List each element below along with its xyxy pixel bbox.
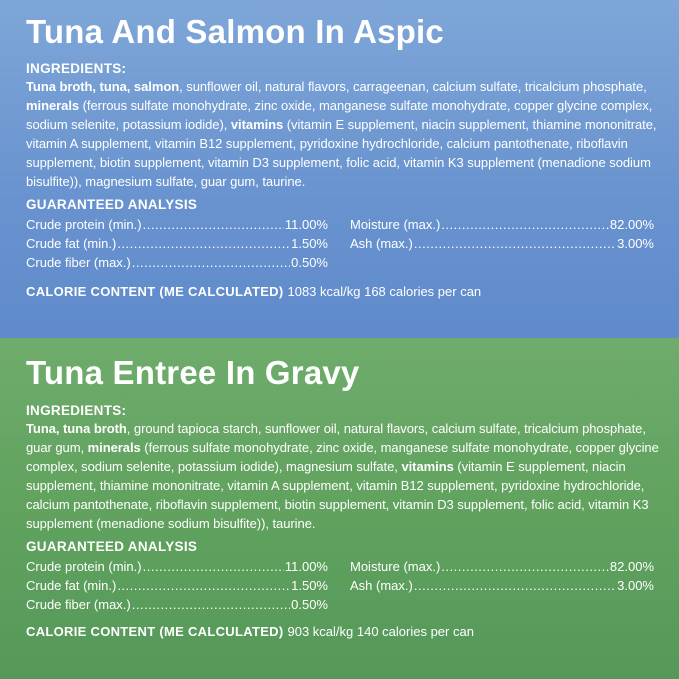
analysis-column-right [350,215,654,272]
analysis-row [26,595,328,614]
ingredient-segment: (ferrous sulfate monohydrate, zinc oxide, manganese sulfate monohydrate, copper glycine complex, sodium selenite, potassium iodide), magnesium sulfate, [26,440,659,474]
product-title: Tuna And Salmon In Aspic [26,13,444,50]
guaranteed-analysis-heading: GUARANTEED ANALYSIS [26,539,198,554]
dot-leader [143,557,284,576]
ingredient-segment: (vitamin E supplement, niacin supplement, thiamine mononitrate, vitamin A supplement, vitamin B12 supplement, pyridoxine hydrochloride, calcium pantothenate, riboflavin supplement, biotin supplement, vitamin D3 supplement, folic acid, vitamin K3 supplement (menadione sodium bisulfite)), magnesium sulfate, guar gum, taurine. [26,117,657,189]
analysis-row [350,576,654,595]
dot-leader [132,595,290,614]
dot-leader [117,576,290,595]
analysis-label: Ash (max.) [350,578,413,593]
analysis-row [26,557,328,576]
analysis-label: Crude protein (min.) [26,217,142,232]
analysis-value: 3.00% [617,578,654,593]
analysis-label: Crude fiber (max.) [26,255,131,270]
ingredient-segment: Tuna, tuna broth [26,421,127,436]
dot-leader [143,215,284,234]
dot-leader [414,576,616,595]
analysis-row [26,253,328,272]
analysis-row [26,215,328,234]
calorie-content [26,622,659,641]
analysis-value: 0.50% [291,255,328,270]
product-panel-tuna-gravy [0,338,679,679]
analysis-label: Ash (max.) [350,236,413,251]
ingredient-segment: vitamins [230,117,284,132]
analysis-value: 3.00% [617,236,654,251]
ingredients-heading: INGREDIENTS: [26,403,127,418]
ingredient-segment: vitamins [401,459,454,474]
analysis-value: 11.00% [284,217,328,232]
analysis-row [26,576,328,595]
ingredients-heading: INGREDIENTS: [26,61,127,76]
analysis-value: 11.00% [284,559,328,574]
ingredient-segment: (vitamin E supplement, niacin supplement, thiamine mononitrate, vitamin A supplement, vitamin B12 supplement, pyridoxine hydrochloride, calcium pantothenate, riboflavin supplement, biotin supplement, vitamin D3 supplement, folic acid, vitamin K3 supplement (menadione sodium bisulfite)), taurine. [26,459,649,531]
analysis-value: 82.00% [609,559,654,574]
ingredient-segment: Tuna broth, tuna, salmon [26,79,180,94]
guaranteed-analysis-table [26,215,659,272]
analysis-label: Crude fat (min.) [26,578,117,593]
calorie-label: CALORIE CONTENT (ME CALCULATED) [26,624,284,639]
ingredients-text [26,419,659,533]
calorie-value: 903 kcal/kg 140 calories per can [287,624,474,639]
ingredient-segment: , ground tapioca starch, sunflower oil, natural flavors, calcium sulfate, tricalcium phosphate, guar gum, [26,421,646,455]
ingredient-segment: minerals [87,440,141,455]
product-panel-tuna-salmon [0,0,679,338]
analysis-value: 82.00% [609,217,654,232]
dot-leader [441,557,609,576]
analysis-label: Moisture (max.) [350,217,441,232]
dot-leader [132,253,290,272]
guaranteed-analysis-table [26,557,659,614]
analysis-value: 1.50% [291,578,328,593]
analysis-label: Crude fat (min.) [26,236,117,251]
analysis-label: Crude protein (min.) [26,559,142,574]
analysis-row [350,557,654,576]
guaranteed-analysis-heading: GUARANTEED ANALYSIS [26,197,198,212]
calorie-content [26,282,659,301]
analysis-column-right [350,557,654,614]
analysis-label: Crude fiber (max.) [26,597,131,612]
calorie-label: CALORIE CONTENT (ME CALCULATED) [26,284,284,299]
analysis-row [26,234,328,253]
analysis-value: 0.50% [291,597,328,612]
ingredient-segment: (ferrous sulfate monohydrate, zinc oxide, manganese sulfate monohydrate, copper glycine complex, sodium selenite, potassium iodide), [26,98,653,132]
ingredients-text [26,77,659,191]
analysis-column-left [26,557,328,614]
ingredient-segment: , sunflower oil, natural flavors, carrageenan, calcium sulfate, tricalcium phosphate, [179,79,647,94]
analysis-value: 1.50% [291,236,328,251]
ingredient-segment: minerals [26,98,80,113]
dot-leader [117,234,290,253]
analysis-row [350,234,654,253]
analysis-row [350,215,654,234]
analysis-label: Moisture (max.) [350,559,441,574]
analysis-column-left [26,215,328,272]
calorie-value: 1083 kcal/kg 168 calories per can [287,284,482,299]
dot-leader [414,234,616,253]
product-title: Tuna Entree In Gravy [26,354,360,391]
dot-leader [441,215,609,234]
